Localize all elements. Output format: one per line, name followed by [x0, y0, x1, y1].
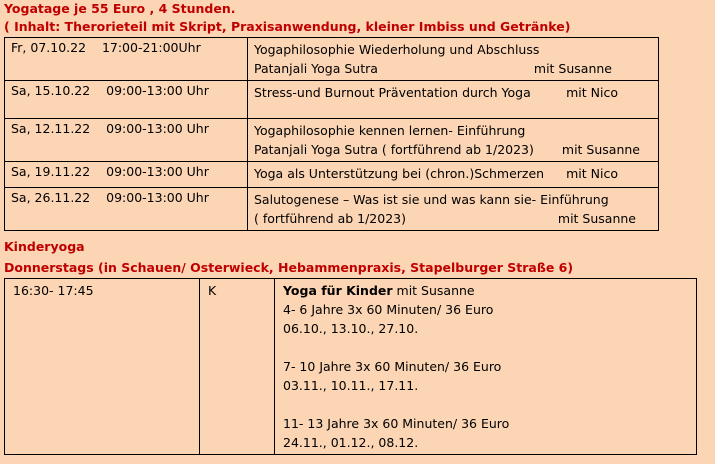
table-row: [5, 188, 659, 231]
time-text: 09:00-13:00 Uhr: [106, 121, 209, 136]
date-text: Sa, 26.11.22: [11, 190, 91, 205]
topic-line: Stress-und Burnout Präventation durch Yoga: [254, 85, 531, 100]
course-cell: [275, 279, 697, 455]
teacher-text: mit Nico: [566, 85, 618, 100]
course-teacher: mit Susanne: [392, 283, 475, 298]
topic-line: Yogaphilosophie kennen lernen- Einführung: [254, 123, 526, 138]
code-cell: K: [200, 279, 275, 455]
topic-line: Patanjali Yoga Sutra ( fortführend ab 1/2023): [254, 142, 534, 157]
group-desc: 11- 13 Jahre 3x 60 Minuten/ 36 Euro: [283, 416, 510, 431]
table-row: [5, 119, 659, 162]
date-text: Sa, 15.10.22: [11, 83, 91, 98]
time-text: 09:00-13:00 Uhr: [106, 83, 209, 98]
topic-line: Yoga als Unterstützung bei (chron.)Schmerzen: [254, 166, 545, 181]
topic-cell: [248, 38, 659, 81]
date-cell: [5, 81, 248, 119]
topic-line: ( fortführend ab 1/2023): [254, 211, 406, 226]
date-cell: [5, 162, 248, 188]
date-cell: [5, 119, 248, 162]
date-text: Sa, 12.11.22: [11, 121, 91, 136]
date-cell: [5, 188, 248, 231]
teacher-text: mit Susanne: [561, 142, 640, 157]
date-text: Fr, 07.10.22: [11, 40, 87, 55]
group-desc: 7- 10 Jahre 3x 60 Minuten/ 36 Euro: [283, 359, 502, 374]
topic-cell: [248, 119, 659, 162]
kinderyoga-table: [4, 278, 697, 455]
course-title: Yoga für Kinder: [283, 283, 393, 298]
time-text: 09:00-13:00 Uhr: [106, 164, 209, 179]
yogatage-title: Yogatage je 55 Euro , 4 Stunden.: [4, 1, 236, 16]
kinderyoga-title: Kinderyoga: [4, 239, 85, 254]
time-text: 17:00-21:00Uhr: [101, 40, 201, 55]
group-dates: 03.11., 10.11., 17.11.: [283, 378, 419, 393]
table-row: [5, 81, 659, 119]
teacher-text: mit Susanne: [533, 61, 612, 76]
yogatage-table: [4, 37, 659, 231]
date-text: Sa, 19.11.22: [11, 164, 91, 179]
yogatage-subtitle: ( Inhalt: Therorieteil mit Skript, Praxisanwendung, kleiner Imbiss und Getränke): [4, 19, 571, 34]
topic-cell: [248, 81, 659, 119]
group-dates: 06.10., 13.10., 27.10.: [283, 321, 419, 336]
teacher-text: mit Susanne: [557, 211, 636, 226]
table-row: [5, 38, 659, 81]
time-text: 09:00-13:00 Uhr: [106, 190, 209, 205]
topic-cell: [248, 188, 659, 231]
kinderyoga-subtitle: Donnerstags (in Schauen/ Osterwieck, Hebammenpraxis, Stapelburger Straße 6): [4, 260, 574, 275]
topic-line: Salutogenese – Was ist sie und was kann sie- Einführung: [254, 192, 609, 207]
group-desc: 4- 6 Jahre 3x 60 Minuten/ 36 Euro: [283, 302, 494, 317]
table-row: [5, 162, 659, 188]
topic-line: Patanjali Yoga Sutra: [254, 61, 378, 76]
group-dates: 24.11., 01.12., 08.12.: [283, 435, 419, 450]
topic-cell: [248, 162, 659, 188]
table-row: [5, 279, 697, 455]
teacher-text: mit Nico: [566, 166, 618, 181]
topic-line: Yogaphilosophie Wiederholung und Abschluss: [254, 42, 540, 57]
time-cell: 16:30- 17:45: [5, 279, 200, 455]
date-cell: [5, 38, 248, 81]
